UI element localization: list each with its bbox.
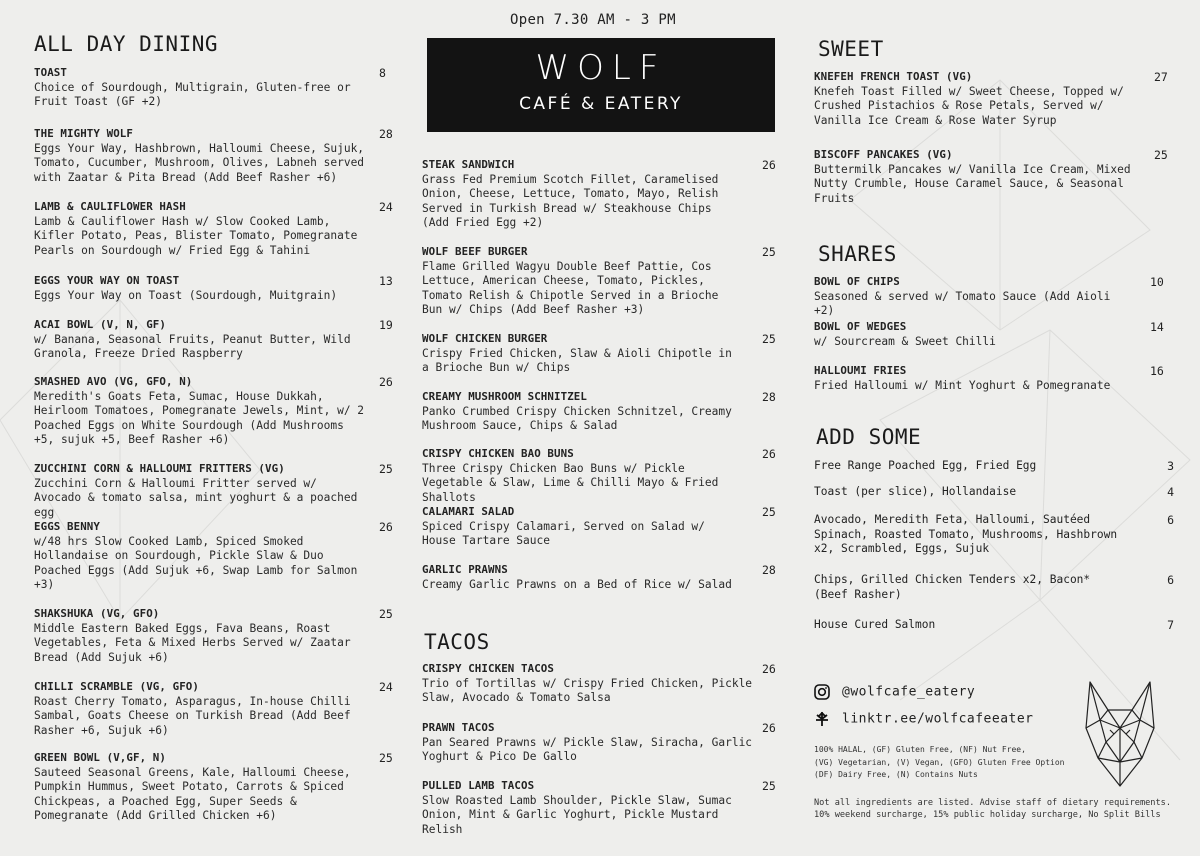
menu-item [814, 364, 1174, 393]
addon-price: 6 [1167, 573, 1174, 587]
menu-item-price: 19 [379, 318, 393, 332]
footer-line: 10% weekend surcharge, 15% public holiday surcharge, No Split Bills [814, 810, 1161, 821]
menu-item-price: 26 [379, 375, 393, 389]
menu-item-description: w/ Banana, Seasonal Fruits, Peanut Butter, Wild Granola, Freeze Dried Raspberry [34, 332, 351, 361]
menu-item-name: CALAMARI SALAD [422, 505, 515, 518]
addon-item [814, 485, 1174, 500]
logo-subtitle: CAFÉ & EATERY [519, 94, 683, 114]
menu-item [34, 375, 394, 448]
menu-item-name: ZUCCHINI CORN & HALLOUMI FRITTERS (VG) [34, 462, 285, 475]
menu-item-name: BOWL OF WEDGES [814, 320, 907, 333]
menu-item [814, 148, 1174, 206]
menu-item [422, 721, 777, 765]
dietary-legend [814, 744, 1064, 782]
shares-title: SHARES [818, 242, 897, 266]
wolf-head-icon [1080, 680, 1160, 790]
menu-item-price: 28 [762, 563, 776, 577]
menu-item-name: TOAST [34, 66, 68, 79]
menu-item-name: SHAKSHUKA (VG, GFO) [34, 607, 160, 620]
menu-item-price: 25 [1154, 148, 1168, 162]
menu-item-price: 24 [379, 200, 393, 214]
menu-item [422, 662, 777, 706]
menu-item-description: Middle Eastern Baked Eggs, Fava Beans, Roast Vegetables, Feta & Mixed Herbs Served w/ Zaatar Bread (Add Sujuk +6) [34, 621, 351, 664]
menu-item-price: 28 [762, 390, 776, 404]
menu-item-price: 24 [379, 680, 393, 694]
legend-line: 100% HALAL, (GF) Gluten Free, (NF) Nut Free, [814, 745, 1026, 754]
menu-item-description: Flame Grilled Wagyu Double Beef Pattie, Cos Lettuce, American Cheese, Tomato, Pickles, Tomato Relish & Chipotle Served in a Brioche Bun w/ Chips (Add Beef Rasher +3) [422, 259, 719, 317]
legend-line: (VG) Vegetarian, (V) Vegan, (GFO) Gluten Free Option [814, 757, 1065, 767]
menu-item-description: Sauteed Seasonal Greens, Kale, Halloumi Cheese, Pumpkin Hummus, Sweet Potato, Carrots & Spiced Chickpeas, a Poached Egg, Super Seeds & Pomegranate (Add Grilled Chicken +6) [34, 765, 351, 823]
menu-item-name: EGGS YOUR WAY ON TOAST [34, 274, 180, 287]
menu-item [422, 158, 777, 231]
menu-item [34, 318, 394, 362]
menu-item-description: Panko Crumbed Crispy Chicken Schnitzel, Creamy Mushroom Sauce, Chips & Salad [422, 404, 732, 433]
addon-text: Toast (per slice), Hollandaise [814, 485, 1017, 498]
sweet-title: SWEET [818, 37, 884, 61]
menu-item-price: 8 [379, 66, 386, 80]
instagram-handle: @wolfcafe_eatery [842, 684, 976, 700]
addon-item [814, 573, 1174, 602]
menu-item-description: w/48 hrs Slow Cooked Lamb, Spiced Smoked Hollandaise on Sourdough, Pickle Slaw & Duo Poached Eggs (Add Sujuk +6, Swap Lamb for Salmon +3) [34, 534, 358, 592]
menu-item-price: 26 [762, 158, 776, 172]
menu-item [422, 563, 777, 592]
menu-item-description: Grass Fed Premium Scotch Fillet, Caramelised Onion, Cheese, Lettuce, Tomato, Mayo, Relish Served in Turkish Bread w/ Steakhouse Chips (Add Fried Egg +2) [422, 172, 719, 230]
menu-item-price: 26 [762, 662, 776, 676]
addon-price: 4 [1167, 485, 1174, 499]
menu-item-name: GARLIC PRAWNS [422, 563, 508, 576]
menu-item-name: BISCOFF PANCAKES (VG) [814, 148, 953, 161]
menu-item-name: SMASHED AVO (VG, GFO, N) [34, 375, 193, 388]
menu-item [422, 390, 777, 434]
logo-title: WOLF [535, 48, 667, 88]
menu-item-description: w/ Sourcream & Sweet Chilli [814, 334, 996, 348]
menu-item-price: 25 [379, 607, 393, 621]
menu-item-description: Choice of Sourdough, Multigrain, Gluten-free or Fruit Toast (GF +2) [34, 80, 351, 109]
linktree-link[interactable] [814, 711, 1034, 727]
footer-line: Not all ingredients are listed. Advise staff of dietary requirements. [814, 798, 1171, 808]
addon-item [814, 459, 1174, 474]
menu-item [814, 275, 1174, 319]
menu-item-name: THE MIGHTY WOLF [34, 127, 134, 140]
menu-item [422, 779, 777, 837]
menu-item [34, 66, 394, 110]
menu-item-name: CREAMY MUSHROOM SCHNITZEL [422, 390, 588, 403]
menu-item-name: KNEFEH FRENCH TOAST (VG) [814, 70, 973, 83]
menu-item-name: EGGS BENNY [34, 520, 101, 533]
menu-item-description: Crispy Fried Chicken, Slaw & Aioli Chipotle in a Brioche Bun w/ Chips [422, 346, 732, 375]
menu-item-description: Buttermilk Pancakes w/ Vanilla Ice Cream, Mixed Nutty Crumble, House Caramel Sauce, & Seasonal Fruits [814, 162, 1131, 205]
menu-item [34, 751, 394, 824]
menu-item [34, 274, 394, 303]
menu-item-price: 26 [762, 447, 776, 461]
legend-line: (DF) Dairy Free, (N) Contains Nuts [814, 770, 978, 779]
menu-item [34, 462, 394, 520]
menu-item-description: Eggs Your Way, Hashbrown, Halloumi Cheese, Sujuk, Tomato, Cucumber, Mushroom, Olives, Labneh served with Zaatar & Pita Bread (Add Beef Rasher +6) [34, 141, 365, 184]
addon-text: Chips, Grilled Chicken Tenders x2, Bacon* (Beef Rasher) [814, 573, 1091, 601]
menu-item-description: Seasoned & served w/ Tomato Sauce (Add Aioli +2) [814, 289, 1111, 318]
menu-item [34, 607, 394, 665]
menu-item-name: PRAWN TACOS [422, 721, 495, 734]
menu-item [34, 520, 394, 593]
addon-item [814, 618, 1174, 633]
menu-item-description: Slow Roasted Lamb Shoulder, Pickle Slaw, Sumac Onion, Mint & Garlic Yoghurt, Pickle Mustard Relish [422, 793, 732, 836]
menu-item-name: WOLF CHICKEN BURGER [422, 332, 548, 345]
menu-item-price: 25 [379, 462, 393, 476]
all-day-dining-title: ALL DAY DINING [34, 32, 219, 56]
menu-item-description: Trio of Tortillas w/ Crispy Fried Chicken, Pickle Slaw, Avocado & Tomato Salsa [422, 676, 753, 705]
addon-price: 7 [1167, 618, 1174, 632]
addon-price: 6 [1167, 513, 1174, 527]
menu-item [422, 332, 777, 376]
menu-item-price: 28 [379, 127, 393, 141]
menu-item [422, 245, 777, 318]
menu-item-description: Roast Cherry Tomato, Asparagus, In-house Chilli Sambal, Goats Cheese on Turkish Bread (Add Beef Rasher +6, Sujuk +6) [34, 694, 351, 737]
menu-item-description: Eggs Your Way on Toast (Sourdough, Muitgrain) [34, 288, 338, 302]
menu-item-price: 16 [1150, 364, 1164, 378]
menu-item-price: 25 [762, 332, 776, 346]
menu-item-description: Creamy Garlic Prawns on a Bed of Rice w/ Salad [422, 577, 732, 591]
menu-item-description: Knefeh Toast Filled w/ Sweet Cheese, Topped w/ Crushed Pistachios & Rose Petals, Served w/ Vanilla Ice Cream & Rose Water Syrup [814, 84, 1124, 127]
menu-item-name: HALLOUMI FRIES [814, 364, 907, 377]
tacos-title: TACOS [424, 630, 490, 654]
menu-item [34, 680, 394, 738]
menu-item-description: Spiced Crispy Calamari, Served on Salad w/ House Tartare Sauce [422, 519, 705, 548]
addon-text: House Cured Salmon [814, 618, 936, 631]
linktree-icon [814, 711, 830, 727]
menu-item-name: PULLED LAMB TACOS [422, 779, 535, 792]
menu-item-description: Zucchini Corn & Halloumi Fritter served w/ Avocado & tomato salsa, mint yoghurt & a poached egg [34, 476, 358, 519]
menu-item-name: WOLF BEEF BURGER [422, 245, 528, 258]
menu-item-name: CRISPY CHICKEN TACOS [422, 662, 555, 675]
menu-item [422, 505, 777, 549]
menu-item-description: Pan Seared Prawns w/ Pickle Slaw, Siracha, Garlic Yoghurt & Pico De Gallo [422, 735, 753, 764]
menu-item [34, 200, 394, 258]
wolf-logo [427, 38, 775, 132]
addon-price: 3 [1167, 459, 1174, 473]
menu-item-name: BOWL OF CHIPS [814, 275, 900, 288]
instagram-link[interactable] [814, 684, 975, 700]
menu-item-description: Lamb & Cauliflower Hash w/ Slow Cooked Lamb, Kifler Potato, Peas, Blister Tomato, Pomegranate Pearls on Sourdough w/ Fried Egg & Tahini [34, 214, 358, 257]
menu-item-description: Three Crispy Chicken Bao Buns w/ Pickle Vegetable & Slaw, Lime & Chilli Mayo & Fried Shallots [422, 461, 719, 504]
menu-item-description: Fried Halloumi w/ Mint Yoghurt & Pomegranate [814, 378, 1111, 392]
menu-item-name: GREEN BOWL (V,GF, N) [34, 751, 167, 764]
menu-item [814, 70, 1174, 128]
menu-item-name: LAMB & CAULIFLOWER HASH [34, 200, 186, 213]
menu-item-price: 27 [1154, 70, 1168, 84]
menu-item-name: STEAK SANDWICH [422, 158, 515, 171]
menu-item-name: CRISPY CHICKEN BAO BUNS [422, 447, 574, 460]
addon-text: Avocado, Meredith Feta, Halloumi, Sautéed Spinach, Roasted Tomato, Mushrooms, Hashbrown x2, Scrambled, Eggs, Sujuk [814, 513, 1118, 556]
menu-item-name: CHILLI SCRAMBLE (VG, GFO) [34, 680, 200, 693]
addon-item [814, 513, 1174, 557]
instagram-icon [814, 684, 830, 700]
menu-item-price: 14 [1150, 320, 1164, 334]
add-some-title: ADD SOME [816, 425, 922, 449]
menu-item-price: 26 [379, 520, 393, 534]
menu-item-price: 26 [762, 721, 776, 735]
menu-item-price: 13 [379, 274, 393, 288]
menu-item-price: 25 [762, 779, 776, 793]
menu-item [34, 127, 394, 185]
menu-item-price: 10 [1150, 275, 1164, 289]
linktree-url: linktr.ee/wolfcafeeater [842, 711, 1034, 727]
footer-notes [814, 797, 1171, 822]
menu-item-price: 25 [379, 751, 393, 765]
addon-text: Free Range Poached Egg, Fried Egg [814, 459, 1037, 472]
menu-item-price: 25 [762, 505, 776, 519]
menu-item-name: ACAI BOWL (V, N, GF) [34, 318, 167, 331]
menu-item-price: 25 [762, 245, 776, 259]
menu-item-description: Meredith's Goats Feta, Sumac, House Dukkah, Heirloom Tomatoes, Pomegranate Jewels, Mint, w/ 2 Poached Eggs on White Sourdough (Add Mushrooms +5, sujuk +5, Beef Rasher +6) [34, 389, 365, 447]
menu-item [422, 447, 777, 505]
menu-item [814, 320, 1174, 349]
